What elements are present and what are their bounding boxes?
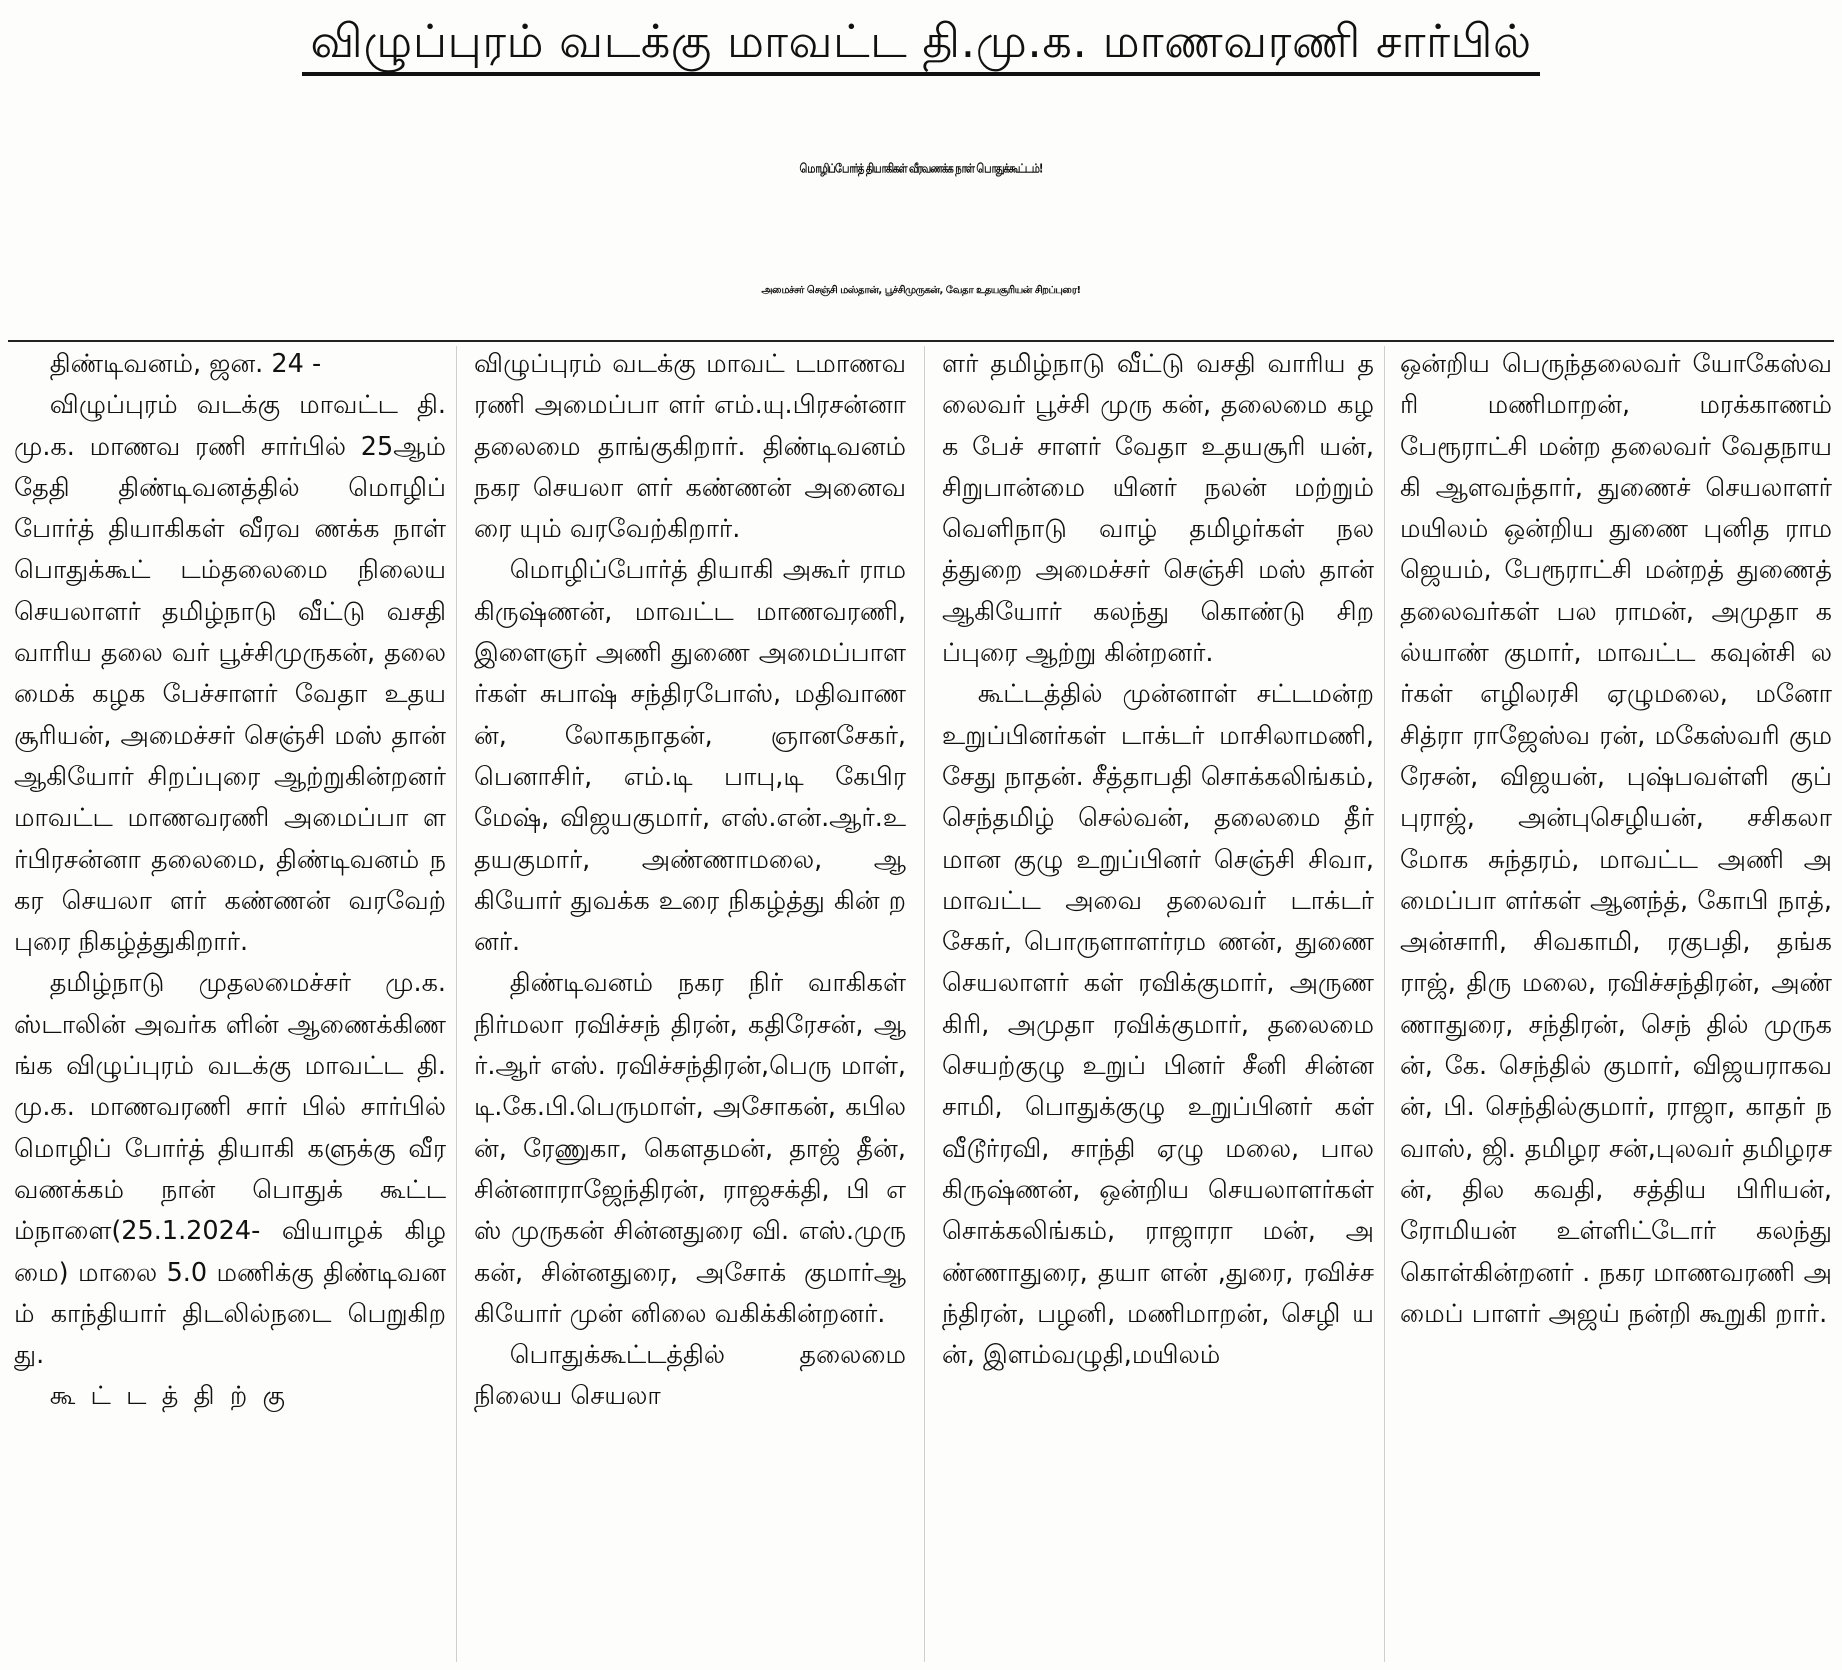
body-paragraph: பொதுக்கூட்டத்தில் தலைமை நிலைய செயலா	[474, 1340, 906, 1412]
article-column-2	[474, 344, 906, 1666]
column-divider	[1384, 346, 1385, 1662]
column-divider	[456, 346, 457, 1662]
dateline: திண்டிவனம், ஜன. 24 -	[49, 349, 322, 379]
body-paragraph: கூட்டத்தில் முன்னாள் சட்டமன்ற உறுப்பினர்கள் டாக்டர் மாசிலாமணி, சேது நாதன். சீத்தாபதி சொக்கலிங்கம்,செந்தமிழ் செல்வன், தலைமை தீர் மான குழு உறுப்பினர் செஞ்சி சிவா, மாவட்ட அவை தலைவர் டாக்டர் சேகர், பொருளாளர்ரம ணன், துணை செயலாளர் கள் ரவிக்குமார், அருண கிரி, அமுதா ரவிக்குமார், தலைமை செயற்குழு உறுப் பினர் சீனி சின்னசாமி, பொதுக்குழு உறுப்பினர் கள் வீடூர்ரவி, சாந்தி ஏழு மலை, பாலகிருஷ்ணன், ஒன்றிய செயலாளர்கள் சொக்கலிங்கம், ராஜாரா மன், அண்ணாதுரை, தயா ளன் ,துரை, ரவிச்சந்திரன், பழனி, மணிமாறன், செழி யன், இளம்வழுதி,மயிலம்	[942, 679, 1374, 1371]
body-paragraph: தமிழ்நாடு முதலமைச்சர் மு.க.ஸ்டாலின் அவர்க ளின் ஆணைக்கிணங்க விழுப்புரம் வடக்கு மாவட்ட தி.மு.க. மாணவரணி சார் பில் சார்பில் மொழிப் போர்த் தியாகி களுக்கு வீர வணக்கம் நான் பொதுக் கூட்டம்நாளை(25.1.2024- வியாழக் கிழமை) மாலை 5.0 மணிக்கு திண்டிவனம் காந்தியார் திடலில்நடை பெறுகிறது.	[14, 968, 446, 1371]
body-paragraph: திண்டிவனம் நகர நிர் வாகிகள் நிர்மலா ரவிச்சந் திரன், கதிரேசன், ஆர்.ஆர் எஸ். ரவிச்சந்திரன்,பெரு மாள், டி.கே.பி.பெருமாள், அசோகன், கபிலன், ரேணுகா, கௌதமன், தாஜ் தீன், சின்னாராஜேந்திரன், ராஜசக்தி, பி எஸ் முருகன் சின்னதுரை வி. எஸ்.முரு கன், சின்னதுரை, அசோக் குமார்ஆகியோர் முன் னிலை வகிக்கின்றனர்.	[474, 968, 906, 1329]
article-column-1	[14, 344, 446, 1666]
header-divider	[8, 340, 1834, 342]
body-paragraph: விழுப்புரம் வடக்கு மாவட் டமாணவரணி அமைப்பா ளர் எம்.யு.பிரசன்னா தலைமை தாங்குகிறார். திண்டிவனம் நகர செயலா ளர் கண்ணன் அனைவரை யும் வரவேற்கிறார்.	[474, 349, 906, 545]
subheadline: அமைச்சர் செஞ்சி மஸ்தான், பூச்சிமுருகன், வேதா உதயசூரியன் சிறப்புரை!	[761, 285, 1081, 296]
kicker-text: விழுப்புரம் வடக்கு மாவட்ட தி.மு.க. மாணவரணி சார்பில்	[302, 10, 1539, 76]
column-divider	[924, 346, 925, 1662]
kicker-banner	[0, 0, 1842, 88]
body-paragraph: ளர் தமிழ்நாடு வீட்டு வசதி வாரிய தலைவர் பூச்சி முரு கன், தலைமை கழக பேச் சாளர் வேதா உதயசூரி யன், சிறுபான்மை யினர் நலன் மற்றும் வெளிநாடு வாழ் தமிழர்கள் நலத்துறை அமைச்சர் செஞ்சி மஸ் தான் ஆகியோர் கலந்து கொண்டு சிறப்புரை ஆற்று கின்றனர்.	[942, 349, 1374, 669]
body-paragraph: கூட்டத்திற்கு	[49, 1381, 301, 1412]
body-paragraph: ஒன்றிய பெருந்தலைவர் யோகேஸ்வரி மணிமாறன், மரக்காணம் பேரூராட்சி மன்ற தலைவர் வேதநாயகி ஆளவந்தார், துணைச் செயலாளர் மயிலம் ஒன்றிய துணை புனித ராமஜெயம், பேரூராட்சி மன்றத் துணைத் தலைவர்கள் பல ராமன், அமுதா கல்யாண் குமார், மாவட்ட கவுன்சி லர்கள் எழிலரசி ஏழுமலை, மனோ சித்ரா ராஜேஸ்வ ரன், மகேஸ்வரி குமரேசன், விஜயன், புஷ்பவள்ளி குப் புராஜ், அன்புசெழியன், சசிகலா மோக சுந்தரம், மாவட்ட அணி அமைப்பா ளர்கள் ஆனந்த், கோபி நாத், அன்சாரி, சிவகாமி, ரகுபதி, தங்கராஜ், திரு மலை, ரவிச்சந்திரன், அண் ணாதுரை, சந்திரன், செந் தில் முருகன், கே. செந்தில் குமார், விஜயராகவன், பி. செந்தில்குமார், ராஜா, காதர் நவாஸ், ஜி. தமிழர சன்,புலவர் தமிழரசன், தில கவதி, சத்திய பிரியன், ரோமியன் உள்ளிட்டோர் கலந்து கொள்கின்றனர் . நகர மாணவரணி அமைப் பாளர் அஜய் நன்றி கூறுகி றார்.	[1400, 349, 1832, 1329]
body-paragraph: விழுப்புரம் வடக்கு மாவட்ட தி.மு.க. மாணவ ரணி சார்பில் 25ஆம் தேதி திண்டிவனத்தில் மொழிப் போர்த் தியாகிகள் வீரவ ணக்க நாள் பொதுக்கூட் டம்தலைமை நிலைய செயலாளர் தமிழ்நாடு வீட்டு வசதி வாரிய தலை வர் பூச்சிமுருகன், தலை மைக் கழக பேச்சாளர் வேதா உதயசூரியன், அமைச்சர் செஞ்சி மஸ் தான் ஆகியோர் சிறப்புரை ஆற்றுகின்றனர் மாவட்ட மாணவரணி அமைப்பா ளர்பிரசன்னா தலைமை, திண்டிவனம் நகர செயலா ளர் கண்ணன் வரவேற் புரை நிகழ்த்துகிறார்.	[14, 390, 446, 958]
body-paragraph: மொழிப்போர்த் தியாகி அகூர் ராமகிருஷ்ணன், மாவட்ட மாணவரணி, இளைஞர் அணி துணை அமைப்பாளர்கள் சுபாஷ் சந்திரபோஸ், மதிவாணன், லோகநாதன், ஞானசேகர், பெனாசிர், எம்.டி பாபு,டி கேபிரமேஷ், விஜயகுமார், எஸ்.என்.ஆர்.உதயகுமார், அண்ணாமலை, ஆகியோர் துவக்க உரை நிகழ்த்து கின் றனர்.	[474, 555, 906, 958]
article-column-4	[1400, 344, 1832, 1666]
headline: மொழிப்போர்த் தியாகிகள் வீரவணக்க நாள் பொதுக்கூட்டம்!	[799, 162, 1043, 177]
article-column-3	[942, 344, 1374, 1666]
